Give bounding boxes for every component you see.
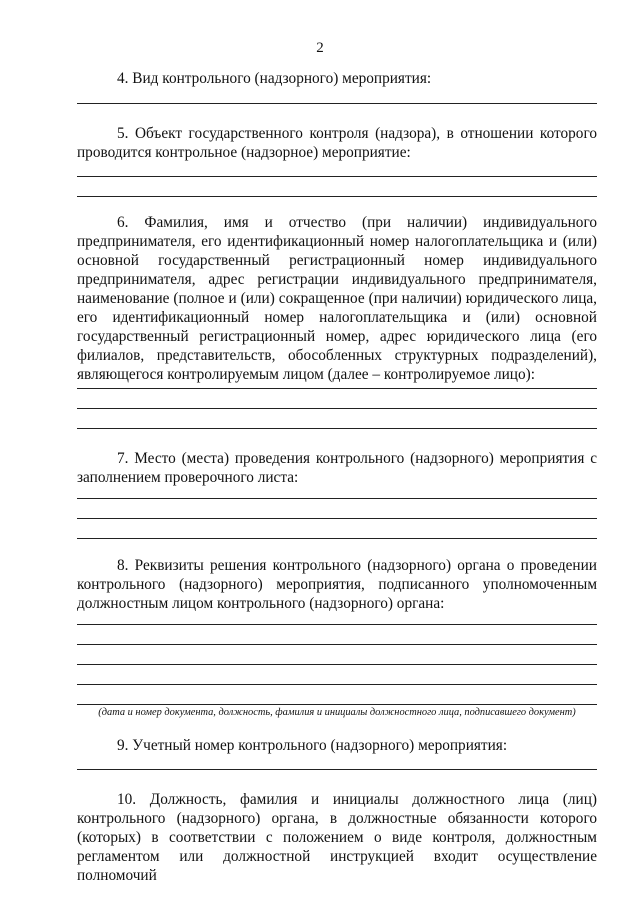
section-9-fill-line [77, 769, 597, 770]
section-8-fill-line [77, 684, 597, 685]
section-8-fill-line [77, 644, 597, 645]
section-6-fill-line [77, 428, 597, 429]
section-7-heading: 7. Место (места) проведения контрольного (надзорного) мероприятия с заполнением проверочного листа: [77, 450, 597, 486]
section-6-fill-line [77, 388, 597, 389]
section-8-fill-line [77, 664, 597, 665]
section-5-fill-line [77, 196, 597, 197]
section-6-heading: 6. Фамилия, имя и отчество (при наличии) индивидуального предпринимателя, его идентификационный номер налогоплательщика и (или) основной государственный регистрационный номер индивидуального предпринимателя, адрес регистрации индивидуального предпринимателя, наименование (полное и (или) сокращенное (при наличии) юридического лица, его идентификационный номер налогоплательщика и (или) основной государственный регистрационный номер, адрес юридического лица (его филиалов, представительств, обособленных структурных подразделений), являющегося контролируемым лицом (далее – контролируемое лицо): [77, 214, 597, 383]
section-4-heading: 4. Вид контрольного (надзорного) мероприятия: [117, 70, 432, 87]
section-7-fill-line [77, 498, 597, 499]
section-5-heading: 5. Объект государственного контроля (надзора), в отношении которого проводится контрольное (надзорное) мероприятие: [77, 125, 597, 161]
section-9-heading: 9. Учетный номер контрольного (надзорного) мероприятия: [117, 737, 508, 754]
section-8-fill-line [77, 624, 597, 625]
section-7-fill-line [77, 538, 597, 539]
section-8-caption: (дата и номер документа, должность, фамилия и инициалы должностного лица, подписавшего документ) [98, 707, 576, 718]
section-8-heading: 8. Реквизиты решения контрольного (надзорного) органа о проведении контрольного (надзорного) мероприятия, подписанного уполномоченным должностным лицом контрольного (надзорного) органа: [77, 557, 597, 612]
section-5-fill-line [77, 176, 597, 177]
section-4-fill-line [77, 103, 597, 104]
section-8-fill-line [77, 704, 597, 705]
section-10-heading: 10. Должность, фамилия и инициалы должностного лица (лиц) контрольного (надзорного) органа, в должностные обязанности которого (которых) в соответствии с положением о виде контроля, должностным регламентом или должностной инструкцией входит осуществление полномочий [77, 791, 597, 884]
section-6-fill-line [77, 408, 597, 409]
section-7-fill-line [77, 518, 597, 519]
page-number: 2 [316, 40, 324, 56]
